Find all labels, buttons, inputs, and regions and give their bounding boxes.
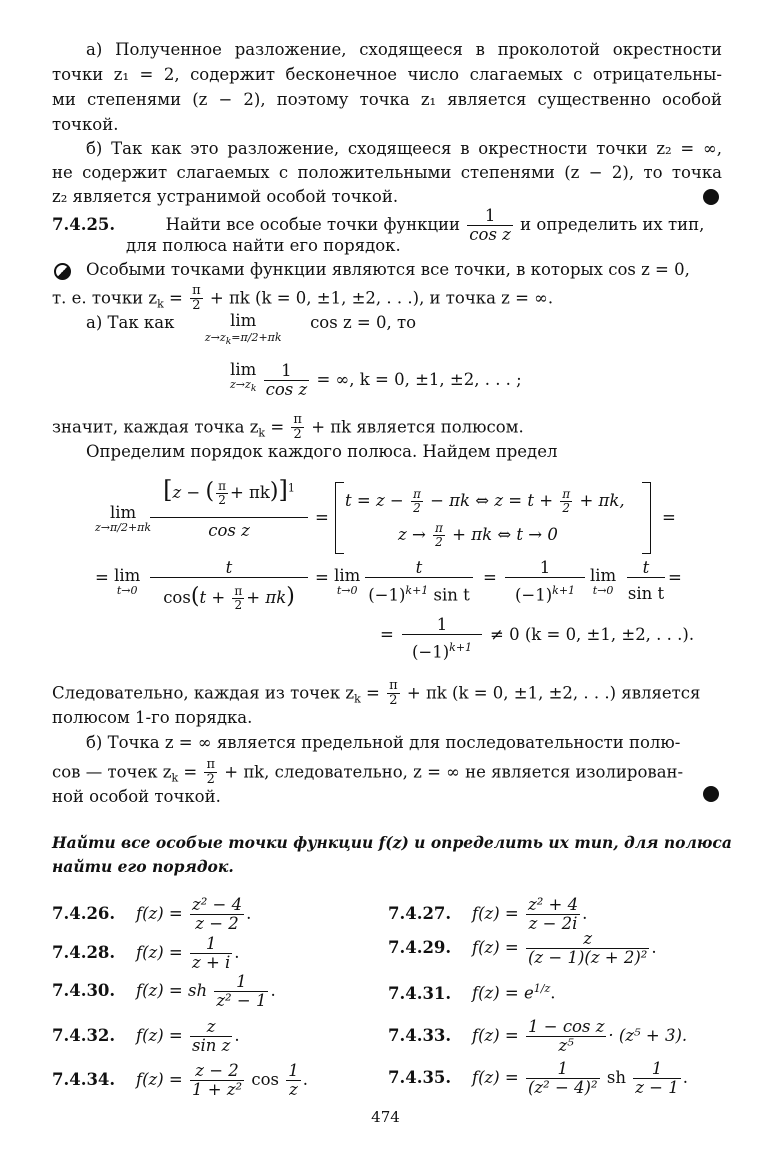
problem-text-before: Найти все особые точки функции — [165, 215, 461, 235]
left-bracket — [335, 482, 344, 554]
intro-a-line-1: а) Полученное разложение, сходящееся в проколотой окрестности — [86, 40, 722, 59]
intro-a-line-3: ми степенями (z − 2), поэтому точка z₁ является существенно особой — [52, 90, 722, 109]
end-of-proof-icon — [703, 786, 719, 802]
solution-line-2: т. е. точки $z_k$ = $\frac{\pi}{2}$ + πk (k = 0, ±1, ±2, . . .), и точка z = ∞. — [52, 283, 554, 314]
intro-b-line-3: z₂ является устранимой особой точкой. — [52, 187, 399, 206]
sled-line-1: Следовательно, каждая из точек $z_k$ = $\frac{\pi}{2}$ + πk (k = 0, ±1, ±2, . . .) является — [52, 678, 701, 709]
chain-row-2b: = lim t→0 — [315, 566, 361, 597]
problem-line-2: для полюса найти его порядок. — [126, 236, 401, 255]
task-heading-line-1: Найти все особые точки функции f(z) и определить их тип, для полюса — [52, 833, 732, 852]
exercise-7-4-33: 7.4.33. f(z) = $\frac{\text{1 − cos z}}{\text{z⁵}}$ · (z⁵ + 3). — [388, 1017, 688, 1056]
problem-number: 7.4.25. — [52, 215, 116, 235]
big-fraction-denominator: cos z — [208, 521, 250, 540]
exercise-7-4-31: 7.4.31. $f(z) = e^{1/z}$. — [388, 982, 556, 1003]
frac-2-num: t — [365, 558, 473, 578]
page-number: 474 — [371, 1108, 400, 1126]
problem-fraction: $\frac{1}{\text{cos z}}$ — [469, 206, 511, 245]
substitution-line-1: t = z − $\frac{\pi}{2}$ − πk ⇔ z = t + $\frac{\pi}{2}$ + πk, — [345, 487, 625, 516]
result-tail: ≠ 0 (k = 0, ±1, ±2, . . .). — [490, 625, 695, 644]
frac-5-num: 1 — [402, 615, 482, 635]
frac-4-den: sin t — [627, 584, 665, 603]
intro-b-line-1: б) Так как это разложение, сходящееся в окрестности точки z₂ = ∞, — [86, 139, 722, 158]
solution-line-1: Особыми точками функции являются все точки, в которых cos z = 0, — [86, 260, 690, 279]
frac-3-num: 1 — [505, 558, 585, 578]
exercise-7-4-30: 7.4.30. f(z) = sh $\frac{1}{\text{z² − 1}}$ . — [52, 972, 276, 1011]
lim-t-row2: lim t→0 — [590, 566, 617, 597]
limit-display-1: lim $z\to z_k$ $\frac{1}{\text{cos z}}$ = ∞, k = 0, ±1, ±2, . . . ; — [230, 360, 522, 400]
t-over-cos-den: cos(t + $\frac{\pi}{2}$ + πk) — [163, 583, 295, 612]
substitution-line-2: z → $\frac{\pi}{2}$ + πk ⇔ t → 0 — [398, 521, 558, 550]
exercise-7-4-34: 7.4.34. f(z) = $\frac{z - 2}{\text{1 + z²}}$ cos $\frac{1}{z}$ . — [52, 1061, 309, 1100]
t-over-cos-num: t — [150, 558, 308, 578]
right-bracket — [642, 482, 651, 554]
solution-a-line: а) Так как lim $z\to z_k=\pi/2+\pi k$ cos z = 0, то — [86, 311, 417, 347]
exercise-7-4-28: 7.4.28. f(z) = $\frac{1}{z + i}$ . — [52, 934, 240, 973]
znachit-line: значит, каждая точка $z_k$ = $\frac{\pi}{2}$ + πk является полюсом. — [52, 412, 524, 443]
opred-line: Определим порядок каждого полюса. Найдем предел — [86, 442, 558, 461]
limit-1: lim $z\to z_k=\pi/2+\pi k$ — [204, 311, 282, 347]
frac-5-den: $(-1)^{k+1}$ — [411, 641, 473, 662]
eq-3: = — [483, 568, 497, 587]
exercise-7-4-29: 7.4.29. f(z) = $\frac{z}{\text{(z − 1)(z + 2)²}}$ . — [388, 929, 657, 968]
task-heading-line-2: найти его порядок. — [52, 857, 234, 876]
frac-4-num: t — [627, 558, 665, 578]
intro-b-line-2: не содержит слагаемых с положительными степенями (z − 2), то точка — [52, 163, 722, 182]
exercise-7-4-26: 7.4.26. f(z) = $\frac{\text{z² − 4}}{z - 2}$ . — [52, 895, 252, 934]
b-line-1: б) Точка z = ∞ является предельной для последовательности полю- — [86, 733, 681, 752]
frac-2-den: $(-1)^{k+1}$ sin t — [368, 584, 470, 605]
chain-row-2: = lim t→0 — [95, 566, 141, 597]
intro-a-line-4: точкой. — [52, 115, 119, 134]
eq-2: = — [662, 508, 676, 527]
big-fraction-bar — [150, 517, 308, 518]
b-line-3: ной особой точкой. — [52, 787, 221, 806]
big-limit: lim z→π/2+πk — [95, 503, 152, 534]
frac-3-den: $(-1)^{k+1}$ — [514, 584, 576, 605]
problem-text-after: и определить их тип, — [520, 215, 705, 235]
exercise-7-4-32: 7.4.32. f(z) = $\frac{z}{\text{sin z}}$ . — [52, 1017, 240, 1056]
big-fraction-numerator: [z − ( $\frac{\pi}{2}$ + πk)]$^1$ — [163, 476, 295, 507]
b-line-2: сов — точек $z_k$ = $\frac{\pi}{2}$ + πk, следовательно, z = ∞ не является изолирован- — [52, 757, 684, 788]
solution-start-icon — [54, 263, 71, 280]
sled-line-2: полюсом 1-го порядка. — [52, 708, 253, 727]
eq-5: = — [380, 625, 394, 644]
end-of-proof-icon — [703, 189, 719, 205]
exercise-7-4-35: 7.4.35. f(z) = $\frac{1}{\text{(z² − 4)²}}$ sh $\frac{1}{z - 1}$ . — [388, 1059, 688, 1098]
eq-4: = — [668, 568, 682, 587]
intro-a-line-2: точки z₁ = 2, содержит бесконечное число слагаемых с отрицательны- — [52, 65, 722, 84]
eq-1: = — [315, 508, 329, 527]
exercise-7-4-27: 7.4.27. f(z) = $\frac{\text{z² + 4}}{z - 2i}$ . — [388, 895, 588, 934]
